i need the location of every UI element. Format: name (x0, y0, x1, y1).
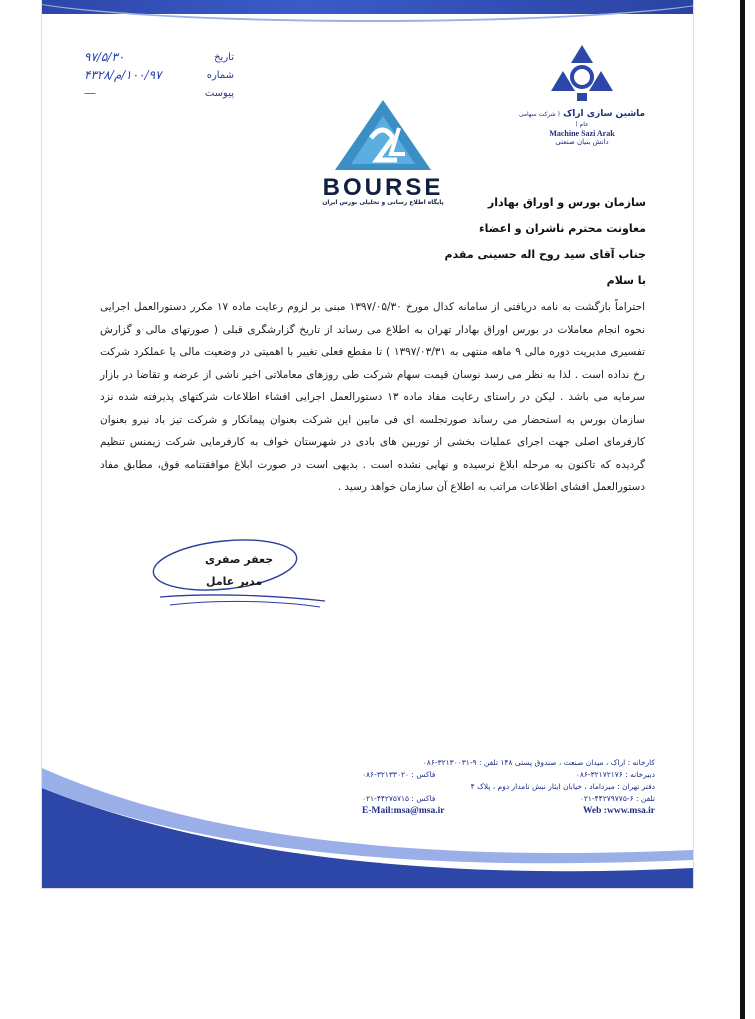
page-edge-bar (740, 0, 745, 1019)
recipient-line-2: معاونت محترم ناشران و اعضاء (478, 222, 646, 235)
attachment-row (84, 84, 234, 102)
footer-web: Web :www.msa.ir (582, 806, 655, 816)
footer-fax-1: فاکس : ۳۲۱۳۳۰۲۰-۰۸۶ (362, 770, 436, 779)
greeting: با سلام (606, 274, 646, 287)
number-value: ۱۰۰/۹۷/م/۴۳۲۸ (84, 68, 162, 82)
number-row (84, 66, 234, 84)
footer-fax-2: فاکس : ۴۴۲۷۵۷۱۵-۰۲۱ (362, 794, 436, 803)
recipient-line-3: جناب آقای سید روح اله حسینی مقدم (444, 248, 646, 261)
bourse-emblem-icon (333, 98, 433, 173)
signatory-name: جعفر صفری (205, 553, 274, 566)
company-name-fa: ماشین سازی اراک (563, 109, 646, 119)
recipient-line-1: سازمان بورس و اوراق بهادار (487, 196, 646, 209)
date-value: ۹۷/۵/۳۰ (84, 50, 125, 64)
date-label: تاریخ (214, 51, 234, 63)
signatory-title: مدیر عامل (206, 575, 263, 588)
footer-tel-2: تلفن : ۶-۴۴۲۷۹۷۷۵-۰۲۱ (579, 794, 655, 803)
company-name-note: ( شرکت سهامی عام ) (518, 111, 589, 128)
number-label: شماره (206, 69, 234, 81)
bourse-logo (308, 98, 458, 206)
top-arc (42, 0, 693, 22)
attachment-value: — (84, 86, 96, 100)
footer-tehran-office: دفتر تهران : میرداماد ، خیابان ایثار نبش نامدار دوم ، پلاک ۴ (470, 782, 655, 791)
bottom-wave (42, 748, 693, 888)
date-row (84, 48, 234, 66)
footer-secretariat: دبیرخانه : ۳۲۱۷۲۱۷۶-۰۸۶ (575, 770, 655, 779)
company-logo (517, 43, 647, 146)
recipient-block (445, 190, 646, 294)
bourse-wordmark: BOURSE (322, 174, 444, 201)
letter-body: احتراماً بازگشت به نامه دریافتی از سامانه کدال مورخ ۱۳۹۷/۰۵/۳۰ مبنی بر لزوم رعایت ماده ۱۷ مکرر دستورالعمل اجرایی نحوه انجام معاملات در بورس اوراق بهادار تهران به اطلاع می رساند از تاریخ گزارشگری قبلی ( صورتهای مالی و گزارش تفسیری مدیریت دوره مالی ۹ ماهه منتهی به ۱۳۹۷/۰۳/۳۱ ) تا مقطع فعلی تغییر با اهمیتی در وضعیت مالی یا عملکرد شرکت رخ نداده است . لذا به نظر می رسد نوسان قیمت سهام شرکت طی روزهای معاملاتی اخیر ناشی از عرضه و تقاضا در بازار سرمایه می باشد . لیکن در راستای رعایت مفاد ماده ۱۳ دستورالعمل اجرایی افشاء اطلاعات شرکتهای پذیرفته شده نزد سازمان بورس به استحضار می رساند صورتجلسه ای فی مابین این شرکت بعنوان پیمانکار و شرکت تیز باد نیرو بعنوان کارفرمای اصلی جهت اجرای عملیات بخشی از توربین های بادی در شهرستان خواف به کارفرمایی شرکت زیمنس تنظیم گردیده که تاکنون به مرحله ابلاغ نرسیده و نهایی نشده است . بدیهی است در صورت ابلاغ موافقتنامه فوق، مطابق مفاد دستورالعمل افشای اطلاعات مراتب به اطلاع آن سازمان خواهد رسید . (100, 301, 645, 493)
company-subtitle: دانش بنیان صنعتی (555, 138, 609, 146)
letter-meta (84, 48, 234, 102)
footer-email: E-Mail:msa@msa.ir (362, 806, 445, 816)
company-name (517, 109, 647, 129)
company-name-latin: Machine Sazi Arak (549, 129, 615, 138)
attachment-label: پیوست (204, 87, 234, 99)
footer-factory: کارخانه : اراک ، میدان صنعت ، صندوق پستی ۱۴۸ تلفن : ۹-۳۲۱۳۰۰۳۱-۰۸۶ (422, 758, 655, 767)
bourse-tagline: پایگاه اطلاع رسانی و تحلیلی بورس ایران (322, 199, 444, 206)
company-emblem-icon (547, 43, 617, 103)
letter-page (42, 0, 693, 888)
